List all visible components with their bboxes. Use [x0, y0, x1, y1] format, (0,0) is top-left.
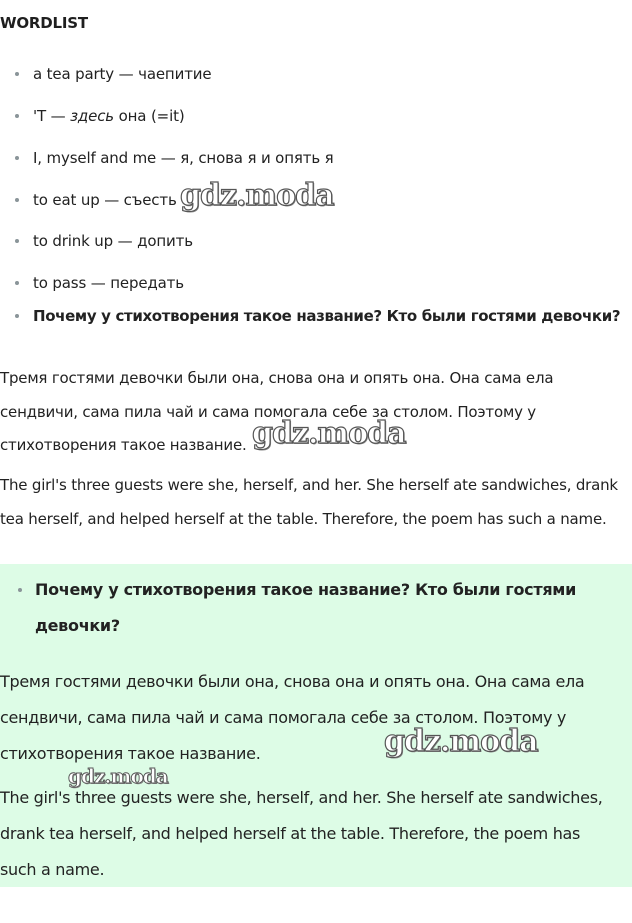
- question-text: Почему у стихотворения такое название? Кто были гостями девочки?: [33, 307, 621, 325]
- list-item: [15, 64, 211, 84]
- watermark: gdz.moda: [68, 764, 168, 788]
- word-entry-emphasis: здесь: [70, 107, 114, 125]
- box-answer-russian: Тремя гостями девочки были она, снова она и опять она. Она сама ела сендвичи, сама пила чай и сама помогала себе за столом. Поэтому у стихотворения такое название.: [0, 672, 585, 763]
- bullet-icon: [15, 314, 19, 318]
- bullet-icon: [18, 588, 22, 592]
- box-question-text: Почему у стихотворения такое название? Кто были гостями девочки?: [35, 580, 576, 635]
- answer-english: The girl's three guests were she, herself, and her. She herself ate sandwiches, drank tea herself, and helped herself at the table. Therefore, the poem has such a name.: [0, 476, 618, 528]
- bullet-icon: [15, 156, 19, 160]
- list-item: [15, 231, 193, 251]
- list-item: [15, 106, 185, 126]
- bullet-icon: [15, 239, 19, 243]
- watermark: gdz.moda: [180, 178, 334, 213]
- word-entry: 'T —: [33, 107, 71, 125]
- word-entry-tail: она (=it): [114, 107, 185, 125]
- watermark: gdz.moda: [252, 416, 406, 451]
- word-entry: to pass — передать: [33, 274, 184, 292]
- list-item-question: [15, 306, 620, 326]
- bullet-icon: [15, 281, 19, 285]
- answer-russian: Тремя гостями девочки были она, снова она и опять она. Она сама ела сендвичи, сама пила чай и сама помогала себе за столом. Поэтому у стихотворения такое название.: [0, 369, 554, 454]
- word-entry: to eat up — съесть: [33, 191, 177, 209]
- box-question: [18, 572, 578, 644]
- word-entry: to drink up — допить: [33, 232, 193, 250]
- bullet-icon: [15, 114, 19, 118]
- box-answer-english: The girl's three guests were she, herself, and her. She herself ate sandwiches, drank tea herself, and helped herself at the table. Therefore, the poem has such a name.: [0, 788, 603, 879]
- list-item: [15, 190, 177, 210]
- word-entry: I, myself and me — я, снова я и опять я: [33, 149, 334, 167]
- watermark: gdz.moda: [384, 724, 538, 759]
- wordlist-heading: WORDLIST: [0, 14, 88, 32]
- bullet-icon: [15, 72, 19, 76]
- list-item: [15, 273, 184, 293]
- list-item: [15, 148, 334, 168]
- word-entry: a tea party — чаепитие: [33, 65, 212, 83]
- bullet-icon: [15, 198, 19, 202]
